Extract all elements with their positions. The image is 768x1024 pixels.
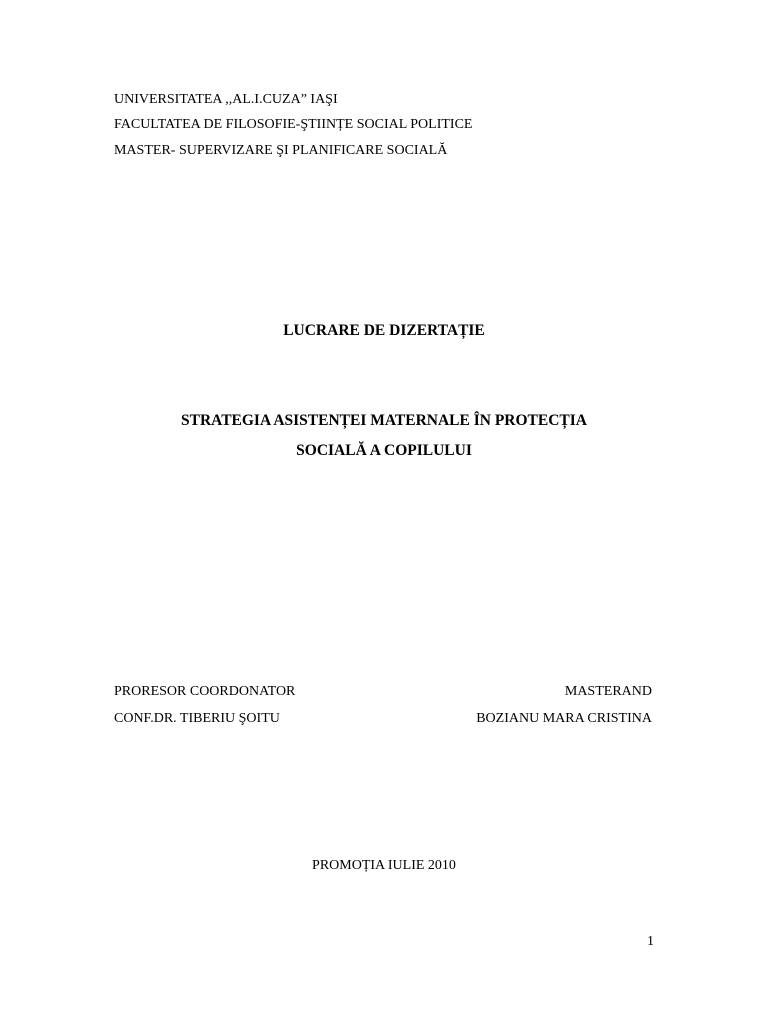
faculty-name: FACULTATEA DE FILOSOFIE-ŞTIINȚE SOCIAL POLITICE xyxy=(114,117,473,132)
thesis-title-line2: SOCIALĂ A COPILULUI xyxy=(296,442,472,459)
coordinator-label: PRORESOR COORDONATOR xyxy=(114,684,296,699)
master-program: MASTER- SUPERVIZARE ŞI PLANIFICARE SOCIALĂ xyxy=(114,143,448,158)
promotion-date: PROMOȚIA IULIE 2010 xyxy=(312,858,456,873)
thesis-title-line1: STRATEGIA ASISTENȚEI MATERNALE ÎN PROTECȚIA xyxy=(181,412,587,429)
page-number: 1 xyxy=(647,934,654,949)
document-type-title: LUCRARE DE DIZERTAȚIE xyxy=(283,322,485,339)
coordinator-name: CONF.DR. TIBERIU ŞOITU xyxy=(114,711,280,726)
student-label: MASTERAND xyxy=(564,684,652,699)
university-name: UNIVERSITATEA ,,AL.I.CUZA” IAŞI xyxy=(114,92,338,107)
student-name: BOZIANU MARA CRISTINA xyxy=(476,711,652,726)
